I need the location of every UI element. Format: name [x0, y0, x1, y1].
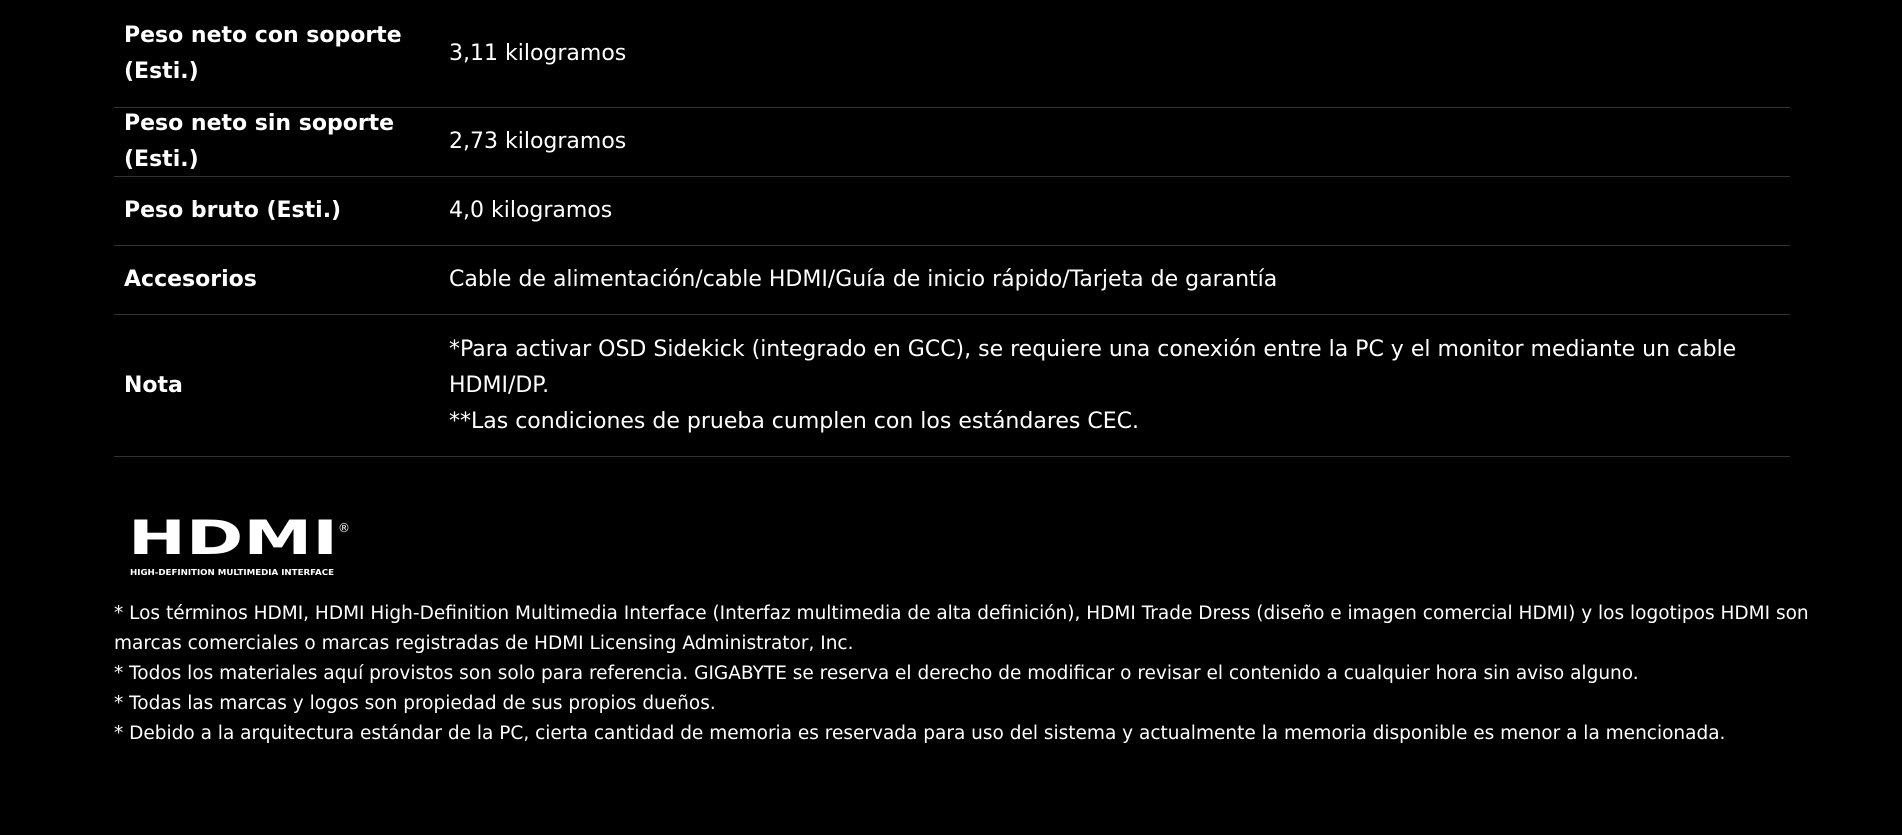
hdmi-wordmark: HDMI: [128, 518, 338, 566]
note-line-1: *Para activar OSD Sidekick (integrado en GCC), se requiere una conexión entre la PC y el monitor mediante un cable HDMI/DP.: [449, 336, 1737, 398]
note-line-2: **Las condiciones de prueba cumplen con los estándares CEC.: [449, 408, 1139, 434]
spec-value: [449, 332, 1790, 440]
spec-row-net-weight-with-stand: [114, 0, 1790, 108]
hdmi-registered: ®: [338, 521, 350, 535]
footnote-memory: * Debido a la arquitectura estándar de la PC, cierta cantidad de memoria es reservada para uso del sistema y actualmente la memoria disponible es menor a la mencionada.: [114, 723, 1726, 744]
hdmi-tagline: HIGH-DEFINITION MULTIMEDIA INTERFACE: [130, 568, 334, 577]
spec-label: Peso bruto (Esti.): [124, 198, 342, 223]
spec-value: Cable de alimentación/cable HDMI/Guía de inicio rápido/Tarjeta de garantía: [449, 267, 1278, 292]
footnotes: [114, 599, 1814, 749]
spec-value: 3,11 kilogramos: [449, 40, 627, 66]
footnote-reference: * Todos los materiales aquí provistos son solo para referencia. GIGABYTE se reserva el derecho de modificar o revisar el contenido a cualquier hora sin aviso alguno.: [114, 663, 1639, 684]
spec-row-net-weight-without-stand: [114, 108, 1790, 177]
spec-row-accessories: [114, 246, 1790, 315]
footnote-hdmi-trademark: * Los términos HDMI, HDMI High-Definition Multimedia Interface (Interfaz multimedia de alta definición), HDMI Trade Dress (diseño e imagen comercial HDMI) y los logotipos HDMI son marcas comerciales o marcas registradas de HDMI Licensing Administrator, Inc.: [114, 603, 1809, 654]
spec-value: 4,0 kilogramos: [449, 198, 613, 223]
specs-table: [114, 0, 1790, 457]
spec-label: Peso neto con soporte (Esti.): [124, 22, 402, 84]
footnote-brands: * Todas las marcas y logos son propiedad de sus propios dueños.: [114, 693, 716, 714]
spec-label: Accesorios: [124, 267, 257, 292]
spec-label: Nota: [124, 372, 183, 398]
spec-value: 2,73 kilogramos: [449, 129, 627, 154]
hdmi-logo: [126, 518, 350, 578]
spec-row-gross-weight: [114, 177, 1790, 246]
spec-label: Peso neto sin soporte (Esti.): [124, 111, 395, 172]
spec-row-note: [114, 315, 1790, 457]
